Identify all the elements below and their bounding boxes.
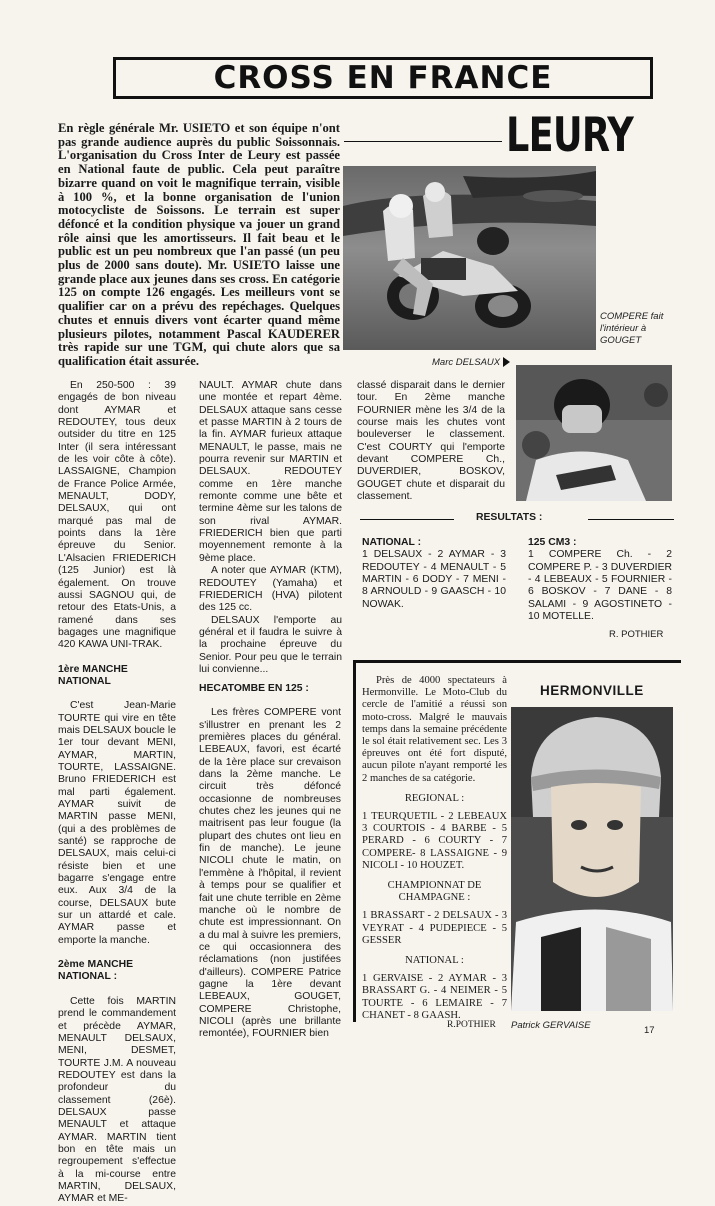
hermonville-article xyxy=(362,675,507,1022)
paragraph: classé disparait dans le dernier tour. En 2ème manche FOURNIER mène les 3/4 de la course mais les chutes vont bouleverser le classement. C'est COURTY qui l'emporte devant COMPERE Ch., DUVERDIER, BOSKOV, GOUGET chute et disparait du classement. xyxy=(357,380,505,503)
results-list: 1 BRASSART - 2 DELSAUX - 3 VEYRAT - 4 PUDEPIECE - 5 GESSER xyxy=(362,910,507,946)
article-column-2-lower xyxy=(199,683,341,1041)
rider-portrait-photo xyxy=(516,365,672,501)
paragraph: En 250-500 : 39 engagés de bon niveau dont AYMAR et REDOUTEY, tous deux outsider du titre en 125 Inter (il sera intéressant de les voir côte à côte). LASSAIGNE, Champion de France Police Armée, MENAULT, DODY, DELSAUX, qui ont marqué pas mal de points dans la 1ère épreuve du Senior. L'Alsacien FRIEDERICH (125 Junior) est là également. On trouve aussi SAGNOU qui, de retour des Etats-Unis, a ramené dans ses bagages une magnifique 420 KAWA UNI-TRAK. xyxy=(58,380,176,651)
paragraph: C'est Jean-Marie TOURTE qui vire en tête mais DELSAUX boucle le 1er tour devant MENI, AYMAR, MARTIN, TOURTE, LASSAIGNE. Bruno FRIEDERICH est mal parti également. AYMAR suivit de MARTIN passe MENI, (qui a des problèmes de santé) se rapproche de DELSAUX, mais celui-ci résiste bien et une bagarre s'engage entre eux. Aux 3/4 de la course, DELSAUX bute sur un attardé et cale. AYMAR passe et emporte la manche. xyxy=(58,700,176,946)
article-column-3 xyxy=(357,380,505,503)
article-column-2 xyxy=(199,380,342,676)
results-heading: CHAMPAGNE : xyxy=(398,892,471,904)
paragraph: A noter que AYMAR (KTM), REDOUTEY (Yamaha) et FRIEDERICH (HVA) pilotent des 125 cc. xyxy=(199,565,342,614)
results-rule-right xyxy=(588,519,674,520)
results-list: 1 GERVAISE - 2 AYMAR - 3 BRASSART G. - 4 NEIMER - 5 TOURTE - 6 LEMAIRE - 7 CHANET - 8 GAASH. xyxy=(362,973,507,1021)
photo-credit: R.POTHIER xyxy=(447,1020,496,1030)
gervaise-portrait-photo xyxy=(511,707,673,1011)
paragraph: Cette fois MARTIN prend le commandement et précède AYMAR, MENAULT DELSAUX, MENI, DESMET, TOURTE J.M. A nouveau REDOUTEY est dans la profondeur du classement (26è). DELSAUX passe MENAULT et attaque AYMAR. MARTIN tient bon en tête mais un regroupement s'effectue à la mi-course entre MARTIN, DELSAUX, AYMAR et ME- xyxy=(58,995,176,1205)
headline-box xyxy=(113,57,653,99)
results-heading: 125 CM3 : xyxy=(528,537,577,548)
intro-paragraph: En règle générale Mr. USIETO et son équipe n'ont pas grande audience auprès du public Soissonnais. L'organisation du Cross Inter de Leury est passée en National faute de public. Cela peut paraître bizarre quand on voit le magnifique terrain, visible à 100 %, et la bonne organisation de l'union motocycliste de Soissons. Le terrain est super défoncé et la condition physique va jouer un grand rôle ainsi que les amortisseurs. Il fait beau et le public est un peu nombreux que l'an passé (un peu plus de 2000 sans doute). Mr. USIETO laisse une grande place aux jeunes dans ses cross. En catégorie 125 on compte 126 engagés. Les meilleurs vont se qualifier car on a prévu des repéchages. Quelques chutes et ennuis divers vont écarter quand même plusieurs pilotes, notamment Pascal KAUDERER très rapide sur une TGM, qui chute alors que sa qualification était assurée. xyxy=(58,121,340,368)
photo-caption-gervaise: Patrick GERVAISE xyxy=(511,1020,591,1031)
results-national xyxy=(362,537,506,611)
results-heading: REGIONAL : xyxy=(404,792,465,804)
hermonville-title: HERMONVILLE xyxy=(540,683,644,698)
headline: CROSS EN FRANCE xyxy=(213,60,553,96)
photo-caption-delsaux xyxy=(432,357,510,369)
section-heading: 2ème MANCHE NATIONAL : xyxy=(58,959,134,983)
arrow-right-icon xyxy=(503,357,510,367)
photo-credit: R. POTHIER xyxy=(609,629,664,640)
caption-text: Marc DELSAUX xyxy=(432,357,501,368)
section-heading: HECATOMBE EN 125 : xyxy=(199,683,309,694)
page-number: 17 xyxy=(644,1025,655,1036)
photo-caption-compere: COMPERE fait l'intérieur à GOUGET xyxy=(600,311,664,346)
results-rule-left xyxy=(360,519,454,520)
title-rule xyxy=(344,141,502,142)
race-photo xyxy=(343,166,596,350)
results-heading: NATIONAL : xyxy=(362,537,422,548)
paragraph: NAULT. AYMAR chute dans une montée et repart 4ème. DELSAUX attaque sans cesse et passe MARTIN à 2 tours de la fin. AYMAR furieux attaque MENAULT, le passe, mais ne pourra revenir sur MARTIN et DELSAUX. REDOUTEY comme en 1ère manche remonte comme une bête et termine 4ème sur les talons de son rival AYMAR. FRIEDERICH bien que parti moyennement remonte à la 9ème place. xyxy=(199,380,342,564)
results-list: 1 DELSAUX - 2 AYMAR - 3 REDOUTEY - 4 MENAULT - 5 MARTIN - 6 DODY - 7 MENI - 8 ARNOULD - 9 GAASCH - 10 NOWAK. xyxy=(362,549,506,610)
article-column-1 xyxy=(58,380,176,1206)
paragraph: DELSAUX l'emporte au général et il faudra le suivre à la prochaine épreuve du Senior. Pour peu que le terrain lui convienne... xyxy=(199,614,342,675)
results-title: RESULTATS : xyxy=(476,512,543,523)
results-list: 1 COMPERE Ch. - 2 COMPERE P. - 3 DUVERDIER - 4 LEBEAUX - 5 FOURNIER - 6 BOSKOV - 7 DANE - 8 SALAMI - 9 AGOSTINETO - 10 MOTELLE. xyxy=(528,549,672,623)
location-title: LEURY xyxy=(506,108,634,163)
results-heading: CHAMPIONNAT DE xyxy=(387,880,482,892)
results-125cm3 xyxy=(528,537,672,623)
section-heading: 1ère MANCHE NATIONAL xyxy=(58,663,128,687)
results-heading: NATIONAL : xyxy=(405,955,464,967)
paragraph: Les frères COMPERE vont s'illustrer en prenant les 2 premières places du général. LEBEAUX, favori, est écarté de la 1ère place sur crevaison dans la 2ème manche. Le circuit très défoncé occasionne de nombreuses chutes chez les jeunes qui ne maitrisent pas leur fougue (la plupart des chutes ont lieu en fin de manche). Le jeune NICOLI chute le matin, on l'emmène à l'hôpital, il revient à temps pour se qualifier et fait une chute terrible en 2ème manche où le nombre de chute est impressionnant. On a du mal à suivre les premiers, ce qui occasionnera des réclamations (non justifées d'ailleurs). COMPERE Patrice gagne la 1ère devant LEBEAUX, GOUGET, COMPERE Christophe, NICOLI (après une brillante remontée), FOURNIER bien xyxy=(199,707,341,1040)
paragraph: Près de 4000 spectateurs à Hermonville. Le Moto-Club du cercle de l'amitié a réussi son moto-cross. Malgré le mauvais temps dans la semaine précédente le sol était relativement sec. Les 3 épreuves ont été fort disputé, aucun pilote n'ayant remporté les 2 manches de sa catégorie. xyxy=(362,675,507,784)
results-list: 1 TEURQUETIL - 2 LEBEAUX 3 COURTOIS - 4 BARBE - 5 PERARD - 6 COURTY - 7 COMPERE- 8 LASSAIGNE - 9 NICOLI - 10 HOUZET. xyxy=(362,811,507,871)
